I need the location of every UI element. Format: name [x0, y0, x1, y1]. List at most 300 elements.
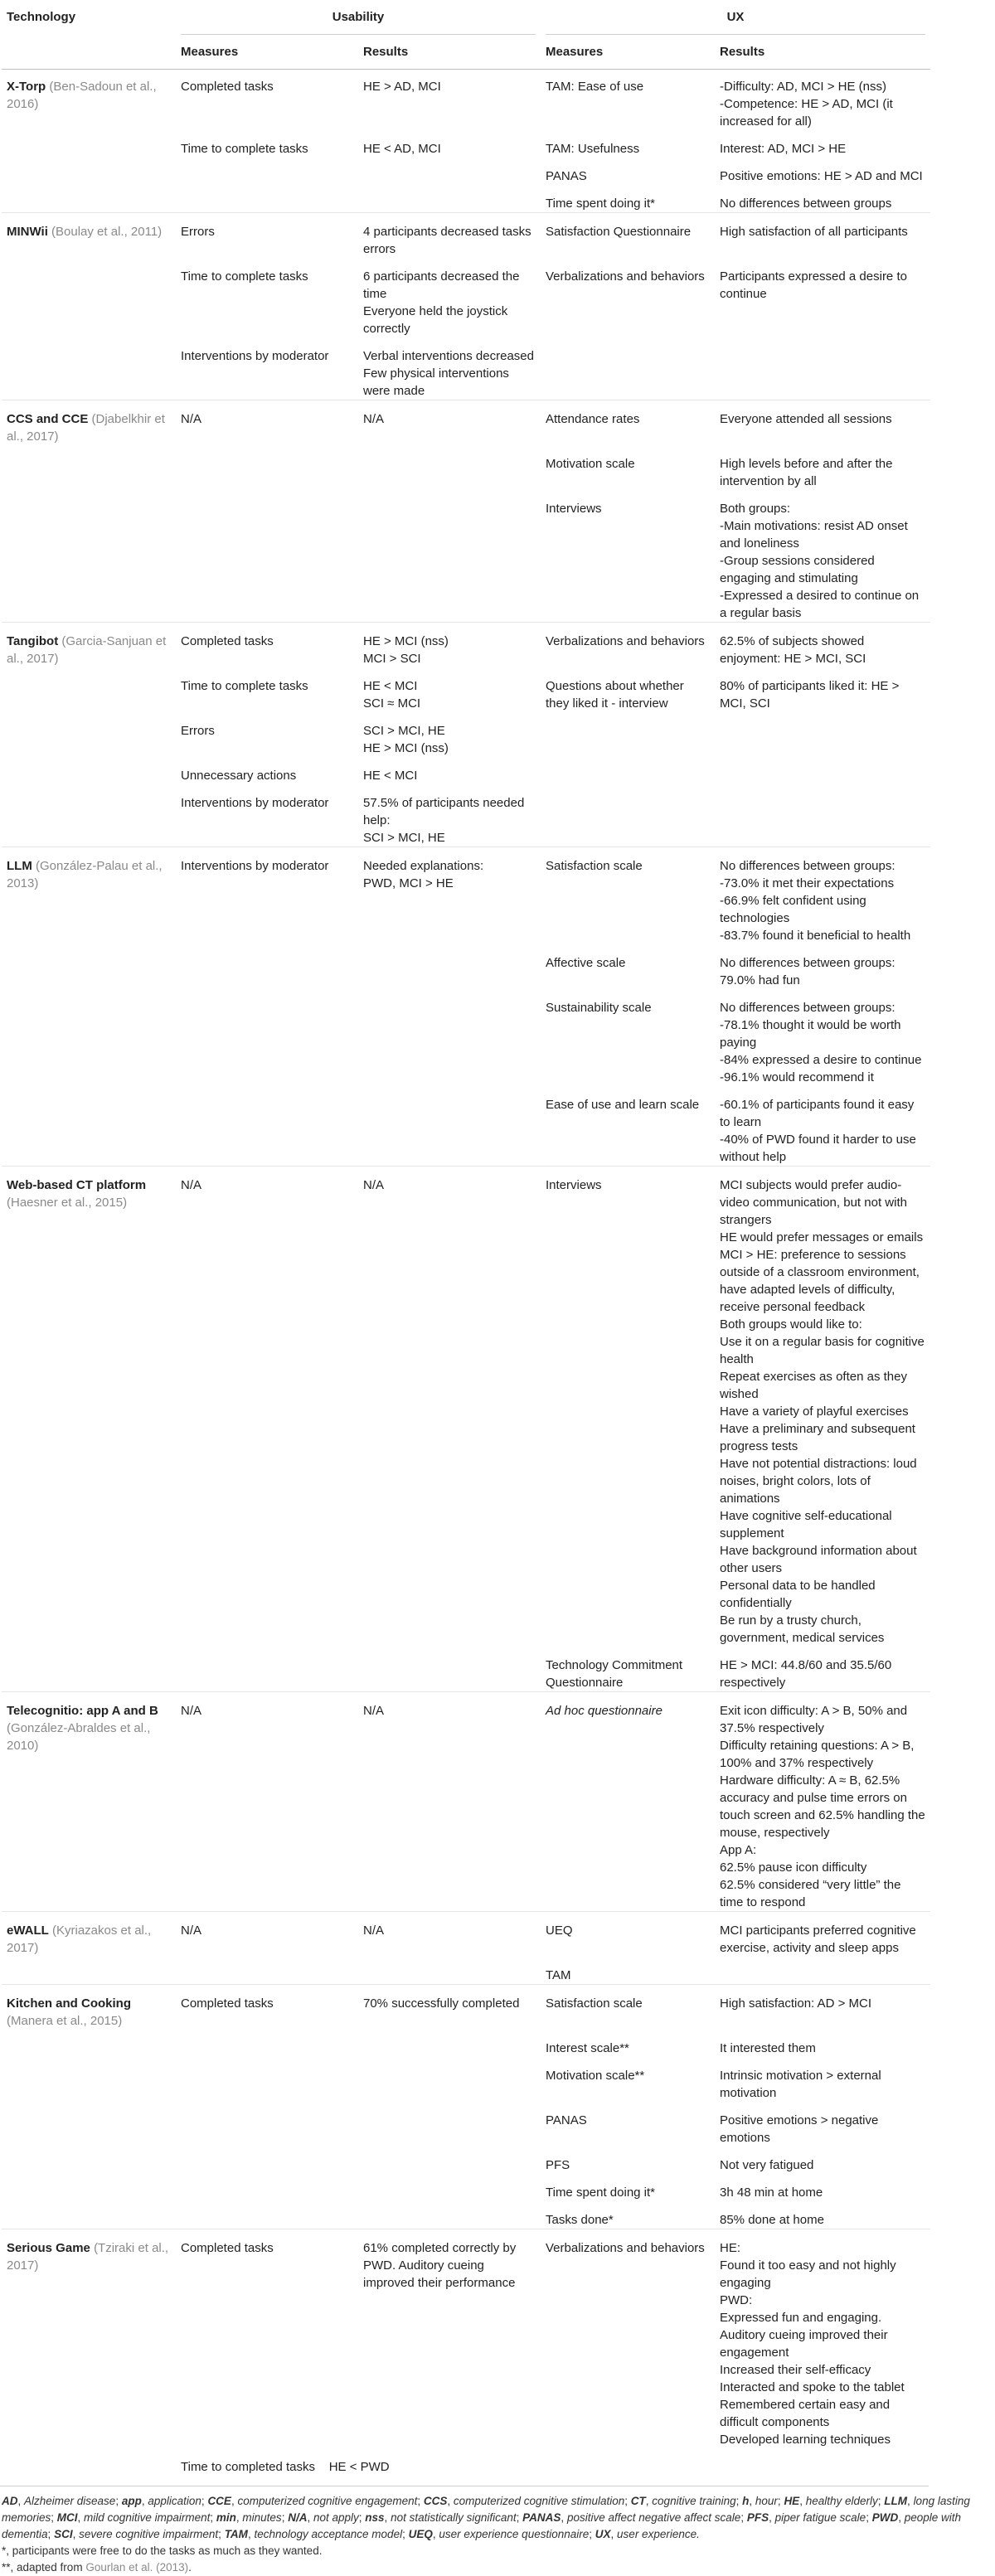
technology-cell [2, 337, 176, 400]
usability-measure: Completed tasks [176, 2229, 358, 2449]
ux-result [715, 2147, 930, 2174]
result-line: Be run by a trusty church, government, medical services [720, 1613, 885, 1645]
result-line: Increased their self-efficacy [720, 2363, 871, 2377]
ux-result [715, 1985, 930, 2030]
table-row [2, 1692, 930, 1912]
table-row [2, 1912, 930, 1957]
ux-result [715, 944, 930, 989]
usability-result [358, 2102, 541, 2147]
result-line: Have a preliminary and subsequent progress tests [720, 1422, 915, 1453]
header-ux: UX [546, 8, 925, 35]
usability-measure [176, 185, 358, 213]
abbreviation-term: min [216, 2511, 236, 2524]
trailing-cell [176, 2448, 541, 2476]
abbreviation-definition: not statistically significant [391, 2511, 517, 2524]
result-line: MCI subjects would prefer audio-video communication, but not with strangers [720, 1178, 907, 1227]
ux-measure: TAM [546, 1968, 571, 1982]
result-line: Expressed fun and engaging. Auditory cueing improved their engagement [720, 2311, 888, 2360]
usability-result [358, 944, 541, 989]
ux-result [715, 445, 930, 490]
table-row [2, 158, 930, 185]
abbreviation-definition: people with dementia [2, 2511, 962, 2540]
table-row [2, 2030, 930, 2057]
table-row [2, 185, 930, 213]
usability-result [358, 1985, 541, 2030]
technology-cell [2, 2229, 176, 2449]
result-line: HE < AD, MCI [363, 142, 441, 156]
result-line: Repeat exercises as often as they wished [720, 1370, 907, 1401]
result-line: Intrinsic motivation > external motivation [720, 2069, 881, 2100]
technology-cell [2, 400, 176, 446]
abbreviation-term: SCI [54, 2528, 73, 2540]
ux-measure: UEQ [541, 1912, 715, 1957]
usability-result [358, 1957, 541, 1985]
ux-measure [541, 757, 715, 784]
usability-result [358, 712, 541, 757]
result-line: Remembered certain easy and difficult components [720, 2398, 891, 2429]
technology-cell [2, 784, 176, 847]
table-row [2, 847, 930, 945]
abbreviation-definition: severe cognitive impairment [79, 2528, 219, 2540]
result-line: Positive emotions > negative emotions [720, 2113, 879, 2145]
ux-result [715, 130, 930, 158]
ux-result [715, 400, 930, 446]
header-usability-measures: Measures [176, 35, 358, 70]
technology-name: eWALL [7, 1924, 49, 1938]
abbreviation-definition: piper fatigue scale [774, 2511, 866, 2524]
result-line: Exit icon difficulty: A > B, 50% and 37.5% respectively [720, 1704, 908, 1735]
ux-measure: Affective scale [546, 956, 626, 970]
ux-result [715, 1086, 930, 1167]
table-row [2, 784, 930, 847]
usability-result [358, 2229, 541, 2449]
ux-result [715, 213, 930, 259]
ux-measure: Verbalizations and behaviors [541, 2229, 715, 2449]
ux-result [715, 1957, 930, 1985]
abbreviation-term: UEQ [408, 2528, 433, 2540]
abbreviation-definition: long lasting memories [2, 2495, 970, 2524]
result-line: -78.1% thought it would be worth paying [720, 1018, 901, 1050]
usability-result [358, 1912, 541, 1957]
result-line: 6 participants decreased the time [363, 269, 520, 301]
result-line: App A: [720, 1843, 757, 1857]
result-line: Personal data to be handled confidentially [720, 1579, 876, 1610]
result-line: N/A [363, 1704, 385, 1718]
ux-measure: Interest scale** [546, 2041, 629, 2055]
result-line: -Group sessions considered engaging and stimulating [720, 554, 875, 585]
ux-result [715, 847, 930, 945]
result-line: 62.5% considered “very little” the time to respond [720, 1878, 901, 1909]
abbreviation-term: MCI [56, 2511, 78, 2524]
ux-result [715, 185, 930, 213]
usability-result [358, 1647, 541, 1692]
result-line: N/A [363, 412, 385, 426]
ux-measure [541, 784, 715, 847]
ux-result [715, 989, 930, 1086]
abbreviation-term: PWD [871, 2511, 899, 2524]
abbreviation-definition: minutes [242, 2511, 282, 2524]
technology-cell [2, 847, 176, 945]
abbreviation-term: AD [2, 2495, 18, 2507]
ux-measure: Motivation scale** [546, 2069, 645, 2083]
ux-result [715, 757, 930, 784]
abbreviation-term: CCE [207, 2495, 231, 2507]
result-line: High satisfaction of all participants [720, 225, 908, 239]
abbreviation-definition: cognitive training [652, 2495, 736, 2507]
usability-result [358, 490, 541, 623]
result-line: 79.0% had fun [720, 973, 800, 987]
usability-measure [176, 445, 358, 490]
usability-measure: Interventions by moderator [181, 796, 329, 810]
result-line: -Difficulty: AD, MCI > HE (nss) [720, 80, 887, 94]
usability-measure: Time to complete tasks [181, 269, 308, 284]
usability-measure: N/A [176, 1692, 358, 1912]
technology-cell [2, 2057, 176, 2102]
usability-measure [176, 944, 358, 989]
result-line: HE > MCI (nss) [363, 634, 449, 648]
ux-result [715, 1692, 930, 1912]
ux-measure: Time spent doing it* [546, 196, 656, 211]
ux-result [715, 490, 930, 623]
usability-result [358, 213, 541, 259]
result-line: PWD, MCI > HE [363, 876, 454, 890]
header-technology: Technology [7, 10, 76, 24]
abbreviation-definition: healthy elderly [805, 2495, 878, 2507]
result-line: No differences between groups: [720, 859, 896, 873]
usability-measure [176, 2174, 358, 2201]
table-row [2, 213, 930, 259]
usability-result [358, 667, 541, 712]
technology-reference-link[interactable]: (Boulay et al., 2011) [51, 225, 163, 239]
ux-measure: Ease of use and learn scale [546, 1098, 700, 1112]
table-row [2, 667, 930, 712]
usability-result [358, 185, 541, 213]
ux-measure: Ad hoc questionnaire [541, 1692, 715, 1912]
usability-result [358, 158, 541, 185]
table-row [2, 944, 930, 989]
usability-result [358, 130, 541, 158]
technology-cell [2, 667, 176, 712]
usability-measure [176, 2057, 358, 2102]
technology-cell [2, 1957, 176, 1985]
abbreviation-term: PANAS [522, 2511, 561, 2524]
abbreviation-definition: positive affect negative affect scale [566, 2511, 741, 2524]
technology-cell [2, 757, 176, 784]
abbreviation-term: app [121, 2495, 142, 2507]
usability-measure: N/A [176, 400, 358, 446]
ux-result [715, 2174, 930, 2201]
technology-reference-link[interactable]: (Tziraki et al., 2017) [7, 2241, 169, 2273]
technology-reference-link[interactable]: (González-Abraldes et al., 2010) [7, 1721, 151, 1753]
result-line: Have cognitive self-educational supplement [720, 1509, 892, 1540]
result-line: SCI > MCI, HE [363, 831, 445, 845]
ux-measure: PANAS [546, 2113, 587, 2127]
result-line: Found it too easy and not highly engaging [720, 2258, 896, 2290]
result-line: Use it on a regular basis for cognitive health [720, 1335, 925, 1366]
technology-name: Serious Game [7, 2241, 90, 2255]
technology-cell [2, 1086, 176, 1167]
usability-result [358, 784, 541, 847]
result-line: Both groups would like to: [720, 1317, 862, 1332]
technology-name: Web-based CT platform [7, 1178, 147, 1192]
table-row [2, 2147, 930, 2174]
abbreviation-term: LLM [884, 2495, 908, 2507]
technology-name: LLM [7, 859, 32, 873]
technology-name: X-Torp [7, 80, 46, 94]
result-line: Interest: AD, MCI > HE [720, 142, 847, 156]
table-row [2, 712, 930, 757]
technology-cell [2, 989, 176, 1086]
abbreviation-definition: not apply [313, 2511, 359, 2524]
result-line: -60.1% of participants found it easy to learn [720, 1098, 915, 1129]
table-footnotes [0, 2486, 995, 2576]
usability-measure: Time to complete tasks [181, 142, 308, 156]
usability-result [358, 623, 541, 668]
result-line: Positive emotions: HE > AD and MCI [720, 169, 923, 183]
table-row [2, 1167, 930, 1647]
ux-result [715, 258, 930, 337]
result-line: -73.0% it met their expectations [720, 876, 895, 890]
table-row [2, 2201, 930, 2229]
ux-measure: Interviews [541, 1167, 715, 1647]
ux-measure: Motivation scale [546, 457, 635, 471]
result-line: -96.1% would recommend it [720, 1070, 874, 1084]
technology-reference-link[interactable]: (González-Palau et al., 2013) [7, 859, 163, 890]
result-line: -83.7% found it beneficial to health [720, 929, 911, 943]
table-row [2, 130, 930, 158]
technology-name: MINWii [7, 225, 48, 239]
result-line: Have not potential distractions: loud noises, bright colors, lots of animations [720, 1457, 917, 1506]
header-usability-results: Results [358, 35, 541, 70]
table-row [2, 490, 930, 623]
technology-cell [2, 1167, 176, 1647]
result-line: MCI > SCI [363, 652, 421, 666]
technology-reference-link[interactable]: (Manera et al., 2015) [7, 2014, 123, 2028]
result-line: 3h 48 min at home [720, 2185, 823, 2200]
ux-measure [541, 712, 715, 757]
usability-result [358, 847, 541, 945]
usability-result [358, 757, 541, 784]
result-line: HE > MCI: 44.8/60 and 35.5/60 respectively [720, 1658, 892, 1690]
result-line: 62.5% pause icon difficulty [720, 1860, 867, 1875]
usability-measure: Completed tasks [181, 80, 274, 94]
usability-measure [176, 1647, 358, 1692]
technology-cell [2, 2030, 176, 2057]
result-line: Everyone attended all sessions [720, 412, 892, 426]
ux-result [715, 784, 930, 847]
usability-measure [176, 490, 358, 623]
ux-measure: PANAS [546, 169, 587, 183]
usability-measure [176, 2102, 358, 2147]
technology-reference-link[interactable]: (Haesner et al., 2015) [7, 1196, 128, 1210]
ux-result [715, 70, 930, 131]
ux-measure: PFS [546, 2158, 570, 2172]
result-line: Not very fatigued [720, 2158, 814, 2172]
abbreviation-definition: user experience. [617, 2528, 700, 2540]
table-row [2, 623, 930, 668]
usability-measure: Unnecessary actions [181, 769, 297, 783]
table-row [2, 337, 930, 400]
result-line: Everyone held the joystick correctly [363, 304, 508, 336]
usability-ux-table [2, 0, 930, 2476]
result-line: MCI participants preferred cognitive exercise, activity and sleep apps [720, 1924, 916, 1955]
abbreviation-definition: user experience questionnaire [439, 2528, 590, 2540]
ux-measure: Technology Commitment Questionnaire [546, 1658, 683, 1690]
result-line: -Competence: HE > AD, MCI (it increased for all) [720, 97, 893, 129]
result-line: Difficulty retaining questions: A > B, 100% and 37% respectively [720, 1739, 915, 1770]
table-row [2, 1647, 930, 1692]
ux-result [715, 712, 930, 757]
result-line: HE > MCI (nss) [363, 741, 449, 755]
abbreviation-term: UX [595, 2528, 611, 2540]
result-line: HE < MCI [363, 679, 418, 693]
result-line: High satisfaction: AD > MCI [720, 1996, 871, 2011]
footnote-reference-link[interactable]: Gourlan et al. (2013) [85, 2561, 189, 2574]
ux-measure: Interviews [546, 502, 602, 516]
ux-measure: Verbalizations and behaviors [546, 269, 705, 284]
trailing-result: HE < PWD [328, 2460, 390, 2474]
result-line: HE > AD, MCI [363, 80, 441, 94]
usability-measure: Errors [176, 213, 358, 259]
abbreviation-term: CT [630, 2495, 646, 2507]
ux-measure: Satisfaction scale [541, 847, 715, 945]
abbreviation-definition: hour [755, 2495, 778, 2507]
technology-cell [2, 158, 176, 185]
technology-reference-link[interactable]: (Kyriazakos et al., 2017) [7, 1924, 152, 1955]
ux-measure [541, 337, 715, 400]
technology-cell [2, 1912, 176, 1957]
technology-name: CCS and CCE [7, 412, 89, 426]
table-row [2, 2057, 930, 2102]
usability-measure [176, 2147, 358, 2174]
table-row [2, 2174, 930, 2201]
result-line: -Main motivations: resist AD onset and loneliness [720, 519, 908, 551]
usability-measure: Interventions by moderator [181, 349, 329, 363]
result-line: -66.9% felt confident using technologies [720, 894, 866, 925]
technology-reference-link[interactable]: (Ben-Sadoun et al., 2016) [7, 80, 157, 111]
technology-reference-link[interactable]: (Garcia-Sanjuan et al., 2017) [7, 634, 167, 666]
usability-result [358, 989, 541, 1086]
ux-result [715, 2201, 930, 2229]
usability-measure [176, 158, 358, 185]
ux-result [715, 2102, 930, 2147]
abbreviations: AD, Alzheimer disease; app, application; CCE, computerized cognitive engagement; CCS, computerized cognitive stimulation; CT, cognitive training; h, hour; HE, healthy elderly; LLM, long lasting memories; MCI, mild cognitive impairment; min, minutes; N/A, not apply; nss, not statistically significant; PANAS, positive affect negative affect scale; PFS, piper fatigue scale; PWD, people with dementia; SCI, severe cognitive impairment; TAM, technology acceptance model; UEQ, user experience questionnaire; UX, user experience. [2, 2495, 970, 2540]
result-line: No differences between groups: [720, 1001, 896, 1015]
result-line: HE: [720, 2241, 741, 2255]
usability-measure: Completed tasks [176, 623, 358, 668]
usability-result [358, 2057, 541, 2102]
ux-measure: Verbalizations and behaviors [541, 623, 715, 668]
table-row [2, 757, 930, 784]
result-line: PWD: [720, 2293, 753, 2307]
abbreviation-term: HE [784, 2495, 800, 2507]
result-line: 70% successfully completed [363, 1996, 520, 2011]
result-line: 85% done at home [720, 2213, 824, 2227]
usability-measure [176, 1957, 358, 1985]
ux-result [715, 623, 930, 668]
result-line: HE < MCI [363, 769, 418, 783]
ux-measure: Tasks done* [546, 2213, 614, 2227]
result-line: 4 participants decreased tasks errors [363, 225, 531, 256]
technology-cell [2, 185, 176, 213]
table-row-trailing [2, 2448, 930, 2476]
result-line: Needed explanations: [363, 859, 484, 873]
ux-measure: Satisfaction scale [541, 1985, 715, 2030]
result-line: Verbal interventions decreased [363, 349, 534, 363]
abbreviation-definition: Alzheimer disease [24, 2495, 116, 2507]
result-line: 61% completed correctly by PWD. Auditory cueing improved their performance [363, 2241, 517, 2290]
usability-measure: N/A [176, 1167, 358, 1647]
usability-measure: Completed tasks [176, 1985, 358, 2030]
ux-measure: TAM: Ease of use [546, 80, 644, 94]
table-row [2, 2229, 930, 2449]
table-row [2, 2102, 930, 2147]
usability-result [358, 2174, 541, 2201]
result-line: N/A [363, 1178, 385, 1192]
technology-cell [2, 712, 176, 757]
technology-cell [2, 213, 176, 259]
usability-result [358, 445, 541, 490]
technology-cell [2, 623, 176, 668]
table-row [2, 445, 930, 490]
technology-name: Kitchen and Cooking [7, 1996, 131, 2011]
result-line: Developed learning techniques [720, 2433, 891, 2447]
header-usability: Usability [181, 8, 536, 35]
result-line: -84% expressed a desire to continue [720, 1053, 922, 1067]
table-row [2, 1086, 930, 1167]
ux-result [715, 1167, 930, 1647]
abbreviation-definition: computerized cognitive engagement [237, 2495, 418, 2507]
usability-result [358, 337, 541, 400]
ux-measure: Satisfaction Questionnaire [541, 213, 715, 259]
technology-cell [2, 2102, 176, 2147]
usability-measure: Time to complete tasks [181, 679, 308, 693]
abbreviation-term: h [742, 2495, 750, 2507]
usability-measure [176, 989, 358, 1086]
abbreviation-term: CCS [423, 2495, 448, 2507]
ux-result [715, 158, 930, 185]
result-line: It interested them [720, 2041, 816, 2055]
result-line: Hardware difficulty: A ≈ B, 62.5% accuracy and pulse time errors on touch screen and 62.5% handling the mouse, respectively [720, 1773, 925, 1840]
ux-result [715, 337, 930, 400]
header-row-groups [2, 0, 930, 35]
footnote-double-star: **, adapted from Gourlan et al. (2013). [2, 2561, 192, 2574]
table-row [2, 400, 930, 446]
ux-measure: Sustainability scale [546, 1001, 652, 1015]
abbreviation-term: PFS [746, 2511, 769, 2524]
table-row [2, 1985, 930, 2030]
abbreviation-term: TAM [224, 2528, 248, 2540]
result-line: MCI > HE: preference to sessions outside of a classroom environment, have adapted levels of difficulty, receive personal feedback [720, 1248, 920, 1314]
result-line: 57.5% of participants needed help: [363, 796, 525, 827]
usability-measure [176, 1086, 358, 1167]
result-line: Few physical interventions were made [363, 366, 509, 398]
usability-result [358, 1692, 541, 1912]
result-line: -Expressed a desired to continue on a regular basis [720, 589, 920, 620]
technology-cell [2, 2448, 176, 2476]
usability-result [358, 2201, 541, 2229]
ux-measure: Questions about whether they liked it - interview [546, 679, 684, 711]
technology-reference-link[interactable]: (Djabelkhir et al., 2017) [7, 412, 165, 444]
result-line: High levels before and after the intervention by all [720, 457, 893, 488]
usability-result [358, 2147, 541, 2174]
technology-cell [2, 258, 176, 337]
table-row [2, 989, 930, 1086]
abbreviation-definition: technology acceptance model [254, 2528, 403, 2540]
usability-result [358, 258, 541, 337]
ux-result [715, 2030, 930, 2057]
usability-measure [176, 2030, 358, 2057]
